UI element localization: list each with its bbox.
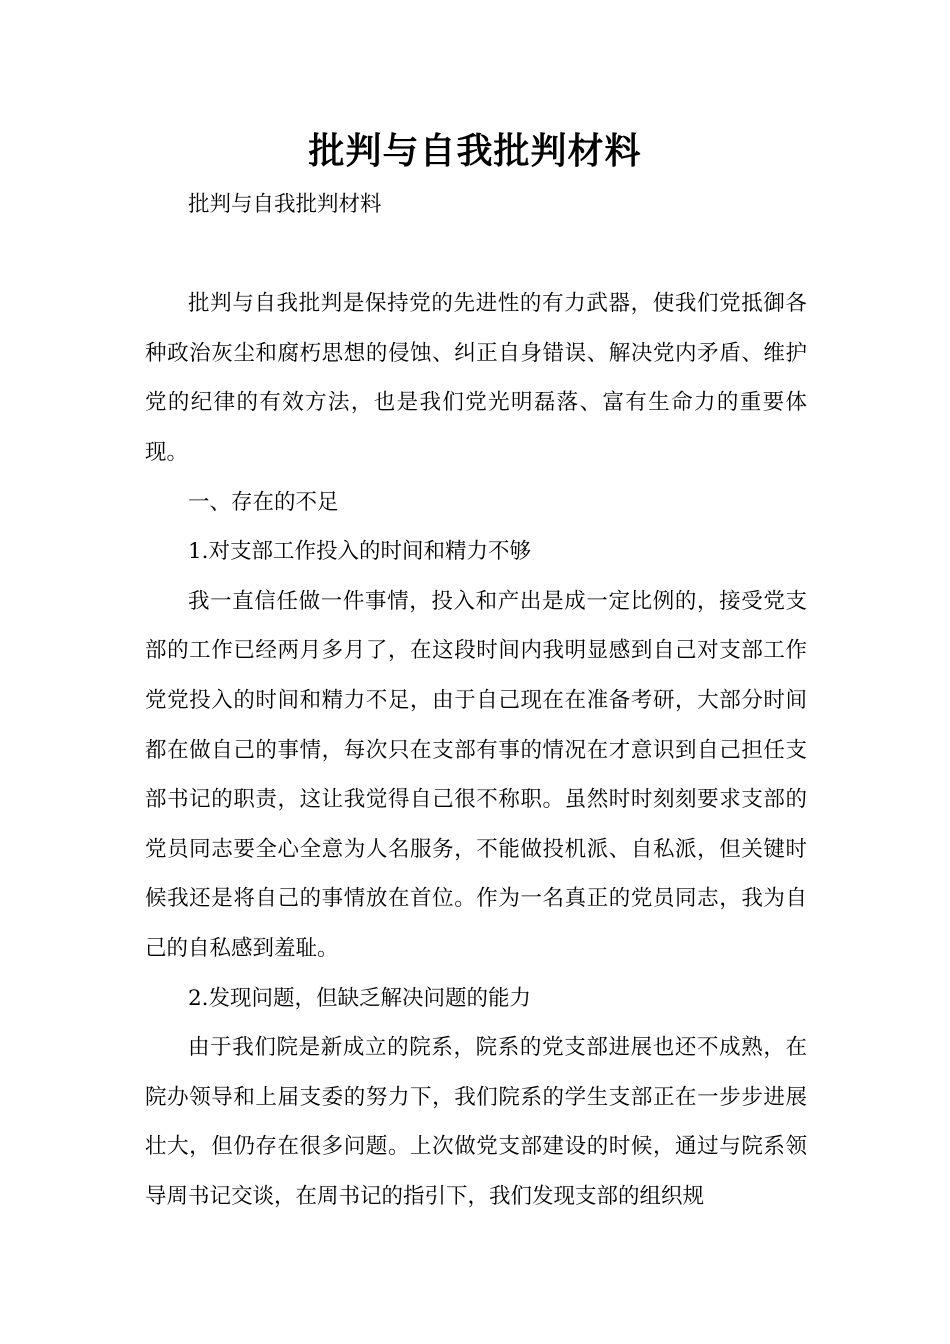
- subheading-1: 1.对支部工作投入的时间和精力不够: [188, 539, 532, 565]
- document-title: 批判与自我批判材料: [308, 131, 642, 172]
- subheading-2: 2.发现问题，但缺乏解决问题的能力: [188, 985, 532, 1011]
- paragraph-2: 由于我们院是新成立的院系，院系的党支部进展也还不成熟，在院办领导和上届支委的努力下，我们院系的学生支部正在一步步进展壮大，但仍存在很多问题。上次做党支部建设的时候，通过与院系领导周书记交谈，在周书记的指引下，我们发现支部的组织规: [145, 1035, 807, 1209]
- paragraph-intro: 批判与自我批判是保持党的先进性的有力武器，使我们党抵御各种政治灰尘和腐朽思想的侵蚀、纠正自身错误、解决党内矛盾、维护党的纪律的有效方法，也是我们党光明磊落、富有生命力的重要体现。: [145, 291, 807, 465]
- document-subtitle: 批判与自我批判材料: [188, 192, 382, 217]
- document-body: [145, 180, 807, 1221]
- section-heading-shortcomings: 一、存在的不足: [188, 489, 339, 515]
- paragraph-1: 我一直信任做一件事情，投入和产出是成一定比例的，接受党支部的工作已经两月多月了，在这段时间内我明显感到自己对支部工作党党投入的时间和精力不足，由于自己现在在准备考研，大部分时间都在做自己的事情，每次只在支部有事的情况在才意识到自己担任支部书记的职责，这让我觉得自己很不称职。虽然时时刻刻要求支部的党员同志要全心全意为人名服务，不能做投机派、自私派，但关键时候我还是将自己的事情放在首位。作为一名真正的党员同志，我为自己的自私感到羞耻。: [145, 588, 807, 961]
